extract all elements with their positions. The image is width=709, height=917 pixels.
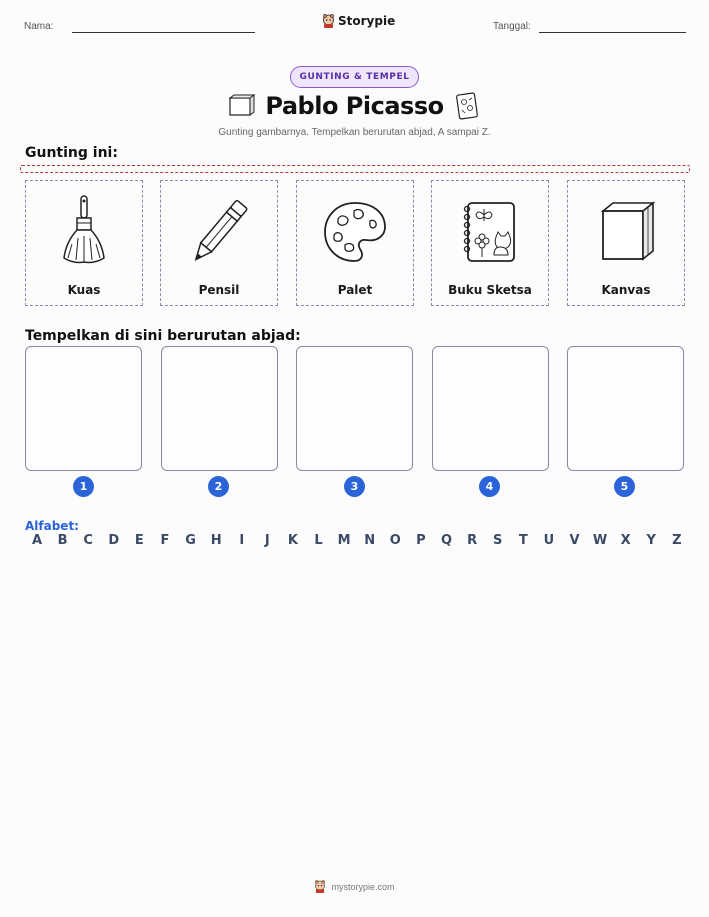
cut-line-strip — [20, 165, 690, 173]
letter: M — [337, 533, 351, 548]
number-badge-3: 3 — [344, 476, 365, 497]
canvas-icon — [591, 197, 661, 267]
cut-card-pensil[interactable] — [160, 180, 278, 306]
letter: T — [518, 533, 528, 548]
letter: D — [108, 533, 120, 548]
cut-card-palet[interactable] — [296, 180, 414, 306]
name-label: Nama: — [24, 21, 54, 32]
letter: Z — [672, 533, 682, 548]
letter: G — [185, 533, 196, 548]
paste-box-1[interactable] — [25, 346, 142, 471]
letter: V — [569, 533, 580, 548]
footer — [0, 880, 709, 893]
letter: K — [287, 533, 298, 548]
number-badge-4: 4 — [479, 476, 500, 497]
storypie-logo — [322, 14, 395, 28]
footer-url: mystorypie.com — [331, 881, 395, 892]
cut-card-kanvas[interactable] — [567, 180, 685, 306]
sketchbook-icon — [458, 197, 522, 267]
card-label: Palet — [337, 283, 373, 297]
letter: H — [210, 533, 222, 548]
letter: Q — [440, 533, 453, 548]
page-title: Pablo Picasso — [265, 92, 444, 120]
number-badge-2: 2 — [208, 476, 229, 497]
letter: J — [264, 533, 270, 548]
date-line — [539, 32, 686, 33]
letter: R — [467, 533, 478, 548]
alphabet-row — [27, 533, 687, 551]
letter: X — [620, 533, 631, 548]
letter: W — [592, 533, 608, 548]
storypie-mascot-icon — [314, 880, 326, 893]
cut-card-buku-sketsa[interactable] — [431, 180, 549, 306]
title-row — [0, 92, 709, 124]
paste-box-5[interactable] — [567, 346, 684, 471]
letter: A — [31, 533, 43, 548]
number-badge-1: 1 — [73, 476, 94, 497]
name-line — [72, 32, 255, 33]
letter: E — [134, 533, 144, 548]
alphabet-label: Alfabet: — [25, 519, 79, 533]
letter: Y — [646, 533, 656, 548]
letter: F — [160, 533, 170, 548]
letter: O — [389, 533, 401, 548]
number-badge-5: 5 — [614, 476, 635, 497]
letter: C — [83, 533, 93, 548]
paste-box-4[interactable] — [432, 346, 549, 471]
paste-section-label: Tempelkan di sini berurutan abjad: — [25, 328, 301, 344]
activity-badge: GUNTING & TEMPEL — [290, 66, 419, 88]
instruction-text: Gunting gambarnya. Tempelkan berurutan abjad, A sampai Z. — [218, 127, 491, 138]
cut-card-kuas[interactable] — [25, 180, 143, 306]
worksheet-header — [0, 0, 709, 50]
letter: L — [314, 533, 323, 548]
paste-box-3[interactable] — [296, 346, 413, 471]
cut-section-label: Gunting ini: — [25, 145, 118, 161]
letter: B — [57, 533, 68, 548]
paste-box-2[interactable] — [161, 346, 278, 471]
card-label: Buku Sketsa — [448, 283, 532, 297]
sketchbook-icon — [455, 92, 479, 120]
brand-name: Storypie — [338, 14, 396, 28]
letter: S — [493, 533, 503, 548]
card-label: Pensil — [198, 283, 240, 297]
letter: U — [543, 533, 555, 548]
card-label: Kuas — [67, 283, 101, 297]
paintbrush-icon — [54, 192, 114, 272]
card-label: Kanvas — [601, 283, 651, 297]
letter: P — [416, 533, 426, 548]
palette-icon — [320, 197, 390, 267]
letter: I — [239, 533, 245, 548]
date-label: Tanggal: — [493, 21, 531, 32]
pencil-icon — [184, 192, 254, 272]
letter: N — [364, 533, 376, 548]
storypie-mascot-icon — [322, 14, 335, 28]
